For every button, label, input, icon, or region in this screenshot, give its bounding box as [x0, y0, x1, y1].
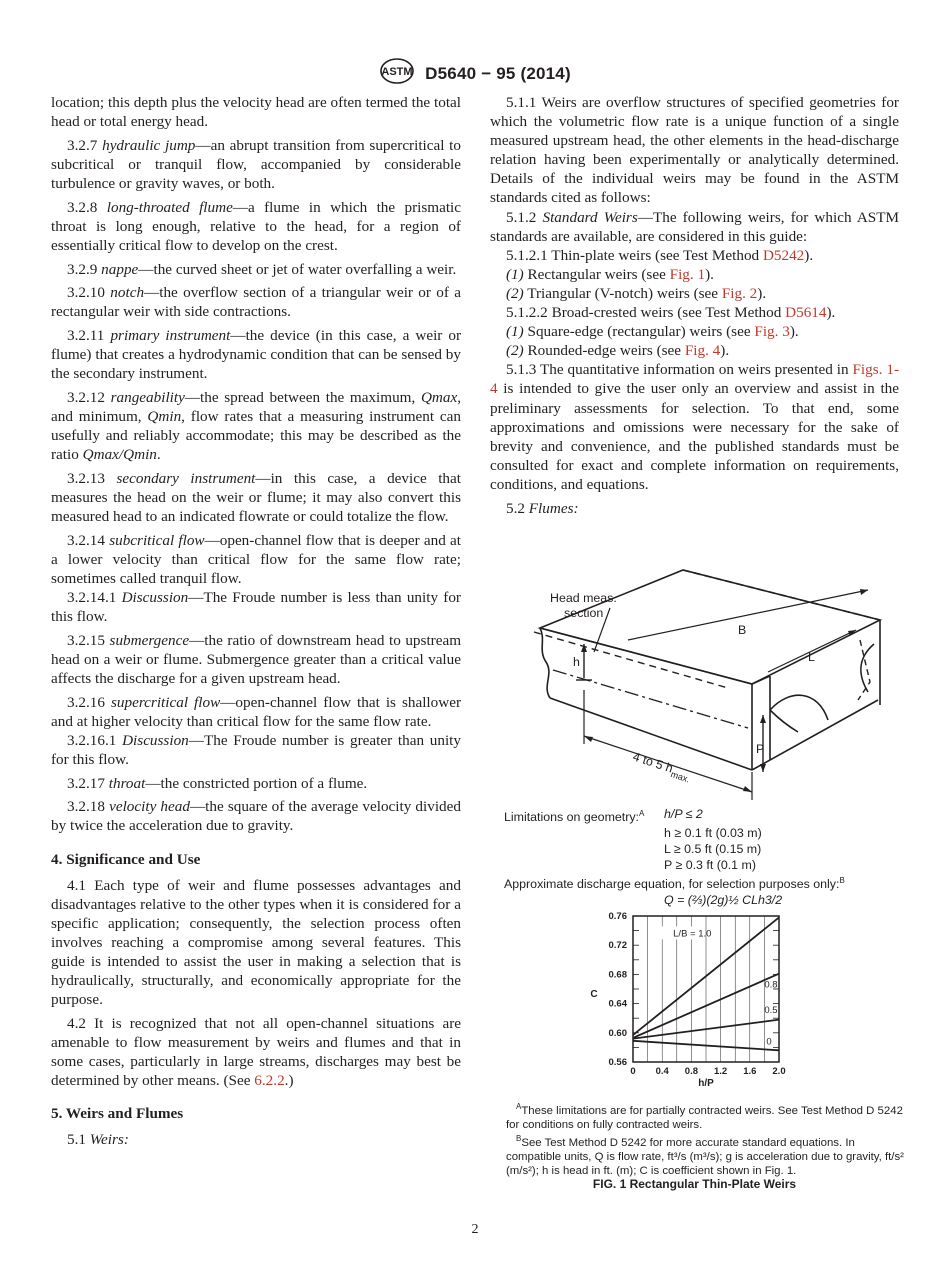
- label-h: h: [573, 655, 580, 669]
- link-fig-2[interactable]: Fig. 2: [721, 284, 758, 302]
- page-header: [0, 58, 950, 89]
- document-designation: D5640 − 95 (2014): [425, 63, 571, 83]
- link-figs-1-4[interactable]: Figs. 1-4: [490, 361, 899, 398]
- paragraph-5-1-2-2: 5.1.2.2 Broad-crested weirs (see Test Method D5614).: [506, 304, 836, 322]
- chart-ytick-label: 0.56: [608, 1057, 627, 1068]
- equation-title: Approximate discharge equation, for selection purposes only:$^B$: [504, 876, 845, 892]
- footnote-b: $^B$See Test Method D 5242 for more accurate standard equations. In compatible units, Q is flow rate, ft³/s (m³/s); g is acceleration due to gravity, ft/s² (m/s²); h is head in ft. (m); C is coefficient shown in Fig. 1.: [506, 1134, 904, 1178]
- list-item-rounded-edge: (2) Rounded-edge weirs (see Fig. 4).: [506, 342, 730, 360]
- chart-ylabel: C: [590, 989, 598, 1000]
- paragraph-4-2: 4.2 It is recognized that not all open-channel situations are amenable to flow measurement by weirs and flumes and that in some cases, particularly in large streams, discharges may best be determined by other means. (See 6.2.2.): [51, 1014, 461, 1090]
- definition-3-2-17: 3.2.17 throat—the constricted portion of a flume.: [67, 774, 368, 792]
- link-6-2-2[interactable]: 6.2.2: [254, 1072, 285, 1090]
- logo-text: ASTM: [381, 66, 413, 78]
- definition-3-2-7: 3.2.7 hydraulic jump—an abrupt transition from supercritical to subcritical or tranquil flow, accompanied by considerable turbulence or gravity waves, or both.: [51, 136, 461, 192]
- chart-xtick-label: 0.4: [655, 1066, 669, 1077]
- paragraph-5-1-1: 5.1.1 Weirs are overflow structures of specified geometries for which the volumetric flow rate is a unique function of a single measured upstream head, the other elements in the head-discharge relation having been experimentally or analytically determined. Details of the individual weirs may be found in the ASTM standards cited as follows:: [490, 94, 899, 207]
- paragraph-5-1-2-1: 5.1.2.1 Thin-plate weirs (see Test Method D5242).: [506, 246, 814, 264]
- list-item-square-edge: (1) Square-edge (rectangular) weirs (see Fig. 3).: [506, 323, 799, 341]
- left-column: [51, 93, 461, 1154]
- astm-logo-icon: [379, 58, 415, 89]
- chart-series-label: 0.8: [764, 979, 778, 991]
- label-distance: 4 to 5 $h_{max.}$: [631, 749, 692, 785]
- chart-xlabel: h/P: [698, 1078, 714, 1089]
- chart-ytick-label: 0.60: [608, 1027, 627, 1039]
- chart-ytick-label: 0.64: [608, 998, 627, 1010]
- paragraph-5-1-3: 5.1.3 The quantitative information on weirs presented in Figs. 1-4 is intended to give the user only an overview and assist in the preliminary assessments for selection. To that end, some approximations and omissions were necessary for the sake of brevity and convenience, and the published standards must be consulted for exact and complete information on requirements, conditions, and equations.: [490, 361, 899, 493]
- chart-series-label: 0.5: [764, 1005, 778, 1017]
- page-number: 2: [471, 1222, 479, 1237]
- chart-series-label: L/B = 1.0: [673, 928, 712, 940]
- definition-3-2-8: 3.2.8 long-throated flume—a flume in which the prismatic throat is long enough, relative to the head, for a region of essentially critical flow to develop on the crest.: [51, 198, 462, 254]
- chart-ytick-label: 0.68: [608, 969, 627, 981]
- coefficient-chart: [570, 906, 810, 1091]
- list-item-triangular: (2) Triangular (V-notch) weirs (see Fig. 2).: [506, 284, 767, 302]
- label-head-meas: Head meas.: [550, 591, 617, 605]
- definition-3-2-15: 3.2.15 submergence—the ratio of downstream head to upstream head on a weir or flume. Submergence greater than a critical value affects the discharge for a given upstream head.: [51, 631, 462, 687]
- link-fig-3[interactable]: Fig. 3: [754, 323, 790, 341]
- definition-3-2-10: 3.2.10 notch—the overflow section of a triangular weir or of a rectangular weir with side contractions.: [51, 284, 462, 321]
- weir-top-face: [540, 570, 880, 684]
- limit-4: P ≥ 0.3 ft (0.1 m): [664, 858, 756, 873]
- definition-3-2-9: 3.2.9 nappe—the curved sheet or jet of water overfalling a weir.: [67, 260, 457, 278]
- chart-xtick-label: 1.6: [743, 1066, 757, 1077]
- definition-3-2-13: 3.2.13 secondary instrument—in this case, a device that measures the head on the weir or flume; it may also convert this measured head to an indicated flowrate or could totalize the flow.: [51, 469, 461, 526]
- paragraph-5-2: 5.2 Flumes:: [506, 499, 579, 517]
- link-d5614[interactable]: D5614: [785, 304, 827, 322]
- chart-xtick-label: 0.8: [684, 1066, 699, 1077]
- discharge-equation: Q = (⅔)(2g)½ CLh3/2: [664, 893, 783, 908]
- figure-caption: FIG. 1 Rectangular Thin-Plate Weirs: [592, 1177, 797, 1191]
- link-fig-4[interactable]: Fig. 4: [684, 342, 721, 360]
- definition-3-2-11: 3.2.11 primary instrument—the device (in this case, a weir or flume) that creates a hydrodynamic condition that can be sensed by the secondary instrument.: [51, 327, 462, 383]
- paragraph-5-1-2: 5.1.2 Standard Weirs—The following weirs, for which ASTM standards are available, are considered in this guide:: [490, 208, 900, 245]
- definition-3-2-16-1: 3.2.16.1 Discussion—The Froude number is greater than unity for this flow.: [51, 731, 461, 768]
- footnote-a: $^A$These limitations are for partially contracted weirs. See Test Method D 5242 for conditions on fully contracted weirs.: [506, 1102, 903, 1131]
- label-B: B: [738, 623, 747, 637]
- chart-ytick-label: 0.76: [608, 911, 627, 922]
- definition-3-2-18: 3.2.18 velocity head—the square of the average velocity divided by twice the acceleration due to gravity.: [51, 798, 461, 835]
- paragraph: location; this depth plus the velocity head are often termed the total head or total energy head.: [51, 94, 461, 131]
- label-P: P: [756, 742, 765, 756]
- figure-footnotes: [506, 1100, 906, 1179]
- definition-3-2-12: 3.2.12 rangeability—the spread between the maximum, Qmax, and minimum, Qmin, flow rates that a measuring instrument can usefully and reliably accommodate; this may be described as the ratio Qmax/Qmin.: [51, 388, 462, 464]
- limit-2: h ≥ 0.1 ft (0.03 m): [664, 826, 762, 841]
- section-heading-4: 4. Significance and Use: [51, 850, 201, 868]
- section-heading-5: 5. Weirs and Flumes: [51, 1105, 184, 1123]
- limit-3: L ≥ 0.5 ft (0.15 m): [664, 842, 762, 857]
- label-section: section: [564, 606, 604, 620]
- definition-3-2-14-1: 3.2.14.1 Discussion—The Froude number is less than unity for this flow.: [51, 589, 461, 626]
- list-item-rectangular: (1) Rectangular weirs (see Fig. 1).: [506, 265, 714, 283]
- chart-xtick-label: 0: [630, 1066, 636, 1077]
- link-d5242[interactable]: D5242: [762, 246, 805, 264]
- chart-xtick-label: 2.0: [772, 1066, 786, 1077]
- weir-diagram: [498, 560, 918, 810]
- paragraph-4-1: 4.1 Each type of weir and flume possesses advantages and disadvantages relative to the other types when it is considered for a specific application; consequently, the selection process often involves reaching a compromise among several features. This guide is intended to assist the user in making a selection that is hydraulically, structurally, and economically appropriate for the purpose.: [51, 876, 461, 1009]
- chart-xtick-label: 1.2: [713, 1066, 728, 1077]
- paragraph-5-1: 5.1 Weirs:: [67, 1131, 129, 1149]
- geometry-title: Limitations on geometry:$^A$: [504, 809, 645, 825]
- link-fig-1[interactable]: Fig. 1: [669, 265, 706, 283]
- definition-3-2-16: 3.2.16 supercritical flow—open-channel flow that is shallower and at higher velocity than critical flow for the same flow rate.: [51, 693, 462, 730]
- geometry-limitations: [504, 806, 914, 908]
- chart-series-label: 0: [766, 1036, 772, 1048]
- label-L: L: [808, 650, 815, 664]
- chart-ytick-label: 0.72: [608, 940, 627, 952]
- limit-1: h/P ≤ 2: [664, 807, 703, 821]
- right-column: [490, 93, 899, 522]
- definition-3-2-14: 3.2.14 subcritical flow—open-channel flow that is deeper and at a lower velocity than critical flow for the same flow rate; sometimes called tranquil flow.: [51, 531, 462, 587]
